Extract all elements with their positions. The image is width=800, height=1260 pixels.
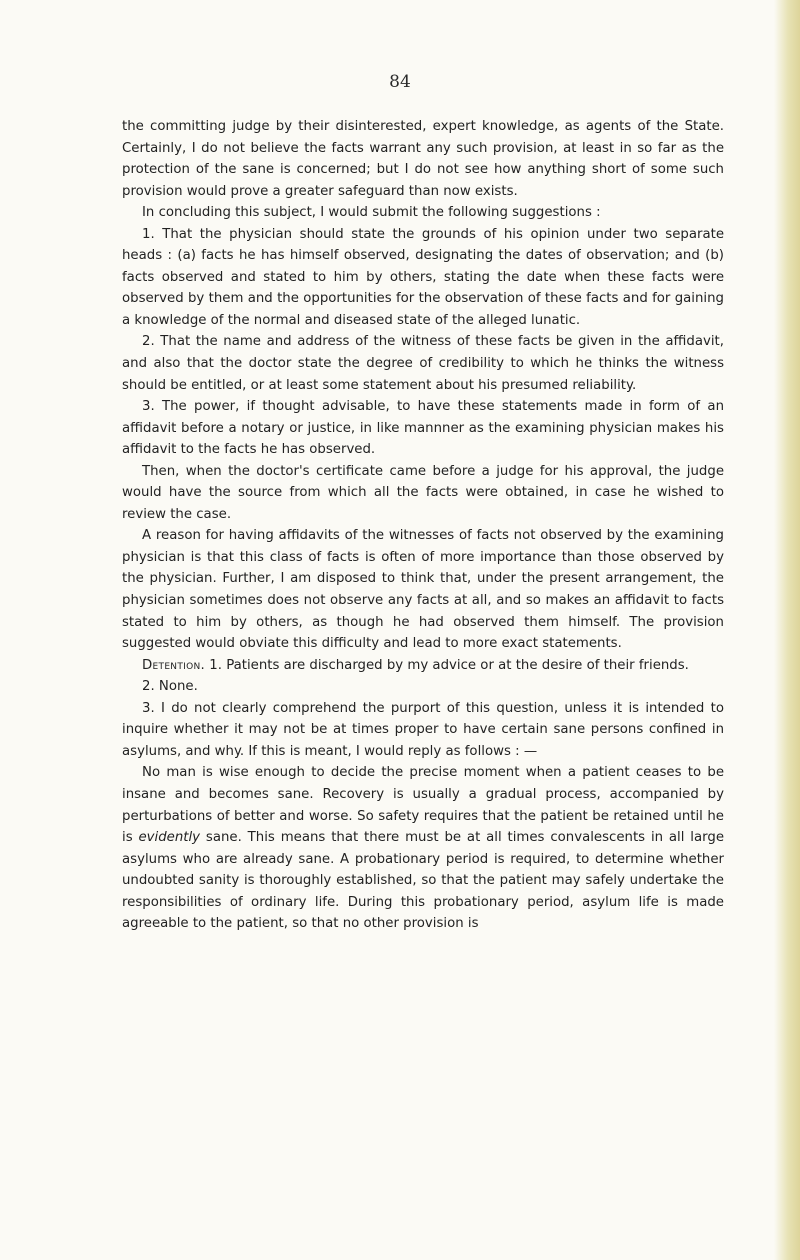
recovery-text-b: sane. This means that there must be at all times convalescents in all large asylums who are already sane. A probationary period is required, to determine whether undoubted sanity is thoroughly established, so that the patient may safely undertake the responsibilities of ordinary life. During this probationary period, asylum life is made agreeable to the patient, so that no other provision is [122,830,724,932]
paragraph-1: the committing judge by their disinterested, expert knowledge, as agents of the State. Certainly, I do not believe the facts warrant any such provision, at least in so far as the protection of the sane is concerned; but I do not see how anything short of some such provision would prove a greater safeguard than now exists. [122,119,724,199]
suggestion-2: 2. That the name and address of the witness of these facts be given in the affidavit, and also that the doctor state the degree of credibility to which he thinks the witness should be entitled, or at least some statement about his presumed reliability. [122,334,724,393]
body-text [122,116,724,935]
detention-heading: Detention. [142,657,206,673]
detention-answer-1: 1. Patients are discharged by my advice or at the desire of their friends. [209,657,689,673]
paragraph-reason: A reason for having affidavits of the witnesses of facts not observed by the examining physician is that this class of facts is often of more importance than those observed by the physician. Further, I am disposed to think that, under the present arrangement, the physician sometimes does not observe any facts at all, and so makes an affidavit to facts stated to him by others, as though he had observed them himself. The provision suggested would obviate this difficulty and lead to more exact statements. [122,528,724,652]
paragraph-approval: Then, when the doctor's certificate came before a judge for his approval, the judge would have the source from which all the facts were obtained, in case he wished to review the case. [122,463,724,522]
emphasis-evidently: evidently [138,830,201,846]
suggestion-3: 3. The power, if thought advisable, to have these statements made in form of an affidavit before a notary or justice, in like mannner as the examining physician makes his affidavit to the facts he has observed. [122,399,724,458]
page-edge [774,0,800,1260]
paragraph-2: In concluding this subject, I would submit the following suggestions : [142,205,601,221]
detention-answer-3: 3. I do not clearly comprehend the purport of this question, unless it is intended to inquire whether it may not be at times proper to have certain sane persons confined in asylums, and why. If this is meant, I would reply as follows : — [122,700,724,759]
page-number: 84 [389,72,411,92]
detention-answer-2: 2. None. [142,679,198,695]
recovery-text-a: No man is wise enough to decide the precise moment when a patient ceases to be insane and becomes sane. Recovery is usually a gradual process, accompanied by perturbations of better and worse. So safety requires that the patient be retained until he is [122,765,724,846]
detention-paragraph [122,655,724,677]
suggestion-1: 1. That the physician should state the grounds of his opinion under two separate heads : (a) facts he has himself observed, designating the dates of observation; and (b) facts observed and stated to him by others, stating the date when these facts were observed by them and the opportunities for the observation of these facts and for gaining a knowledge of the normal and diseased state of the alleged lunatic. [122,226,724,328]
paragraph-recovery [122,762,724,934]
